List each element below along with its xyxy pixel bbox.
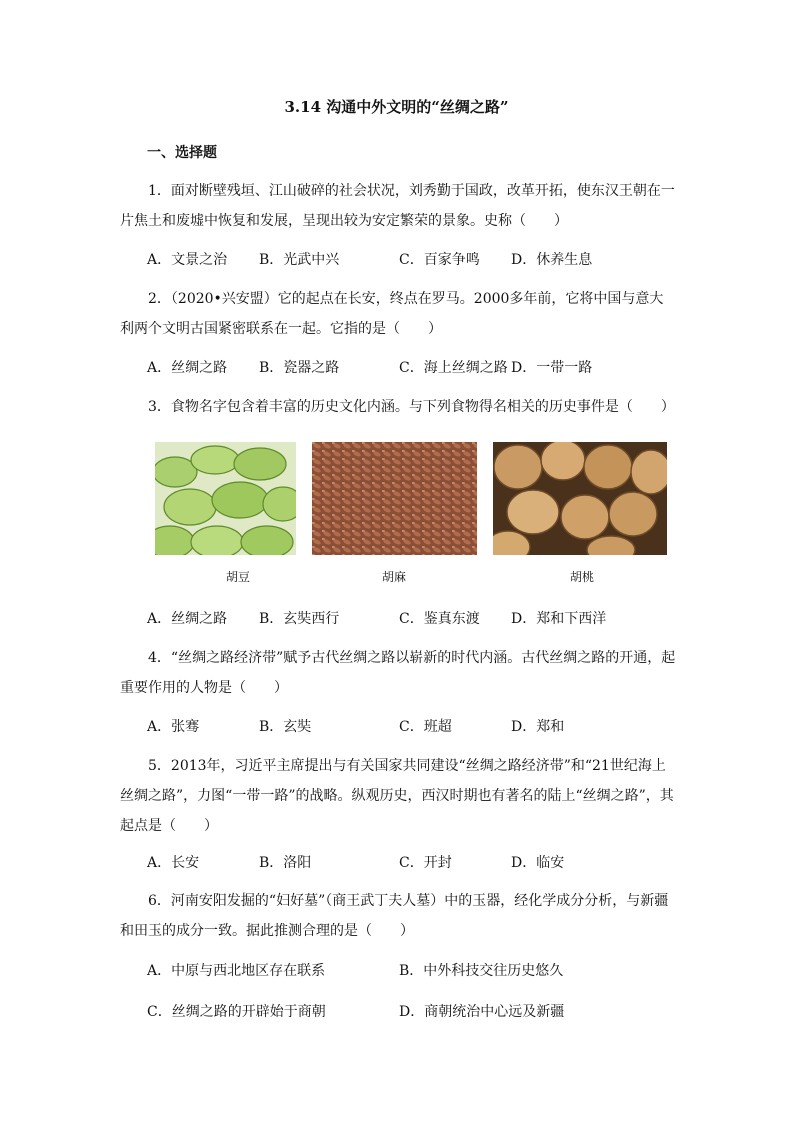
question-1 xyxy=(120,176,676,236)
option-c: C．班超 xyxy=(399,719,452,735)
option-c: C．海上丝绸之路 xyxy=(399,360,508,376)
option-d: D．休养生息 xyxy=(511,252,593,268)
option-a: A．中原与西北地区存在联系 xyxy=(147,963,326,979)
question-5 xyxy=(120,751,676,841)
option-d: D．商朝统治中心远及新疆 xyxy=(399,1004,565,1020)
question-stem: 5．2013年，习近平主席提出与有关国家共同建设“丝绸之路经济带”和“21世纪海上丝绸之路”，力图“一带一路”的战略。纵观历史，西汉时期也有著名的陆上“丝绸之路”，其起点是（ ） xyxy=(120,758,674,834)
option-b: B．中外科技交往历史悠久 xyxy=(399,963,564,979)
question-stem: 4．“丝绸之路经济带”赋予古代丝绸之路以崭新的时代内涵。古代丝绸之路的开通，起重要作用的人物是（ ） xyxy=(120,650,676,696)
question-2 xyxy=(120,284,676,344)
flax-seed-image xyxy=(312,442,477,555)
option-b: B．洛阳 xyxy=(259,855,312,871)
question-stem: 3．食物名字包含着丰富的历史文化内涵。与下列食物得名相关的历史事件是（ ） xyxy=(148,399,675,415)
question-stem: 6．河南安阳发掘的“妇好墓”（商王武丁夫人墓）中的玉器，经化学成分分析，与新疆和田玉的成分一致。据此推测合理的是（ ） xyxy=(120,893,669,939)
question-stem: 2．（2020•兴安盟）它的起点在长安，终点在罗马。2000多年前，它将中国与意大利两个文明古国紧密联系在一起。它指的是（ ） xyxy=(120,291,664,337)
option-d: D．一带一路 xyxy=(511,360,593,376)
option-c: C．百家争鸣 xyxy=(399,252,480,268)
section-heading: 一、选择题 xyxy=(147,145,217,161)
option-b: B．玄奘 xyxy=(259,719,312,735)
option-d: D．临安 xyxy=(511,855,565,871)
image-caption: 胡麻 xyxy=(381,570,406,584)
option-b: B．瓷器之路 xyxy=(259,360,340,376)
image-caption: 胡桃 xyxy=(569,570,594,584)
option-d: D．郑和 xyxy=(511,719,565,735)
option-a: A．文景之治 xyxy=(147,252,228,268)
option-a: A．丝绸之路 xyxy=(147,360,228,376)
option-a: A．张骞 xyxy=(147,719,200,735)
question-6 xyxy=(120,886,676,946)
question-stem: 1．面对断壁残垣、江山破碎的社会状况，刘秀勤于国政，改革开拓，使东汉王朝在一片焦土和废墟中恢复和发展，呈现出较为安定繁荣的景象。史称（ ） xyxy=(120,183,675,229)
option-a: A．长安 xyxy=(147,855,200,871)
question-4 xyxy=(120,643,676,703)
image-caption: 胡豆 xyxy=(225,570,250,584)
page-title: 3.14 沟通中外文明的“丝绸之路” xyxy=(284,98,509,116)
option-b: B．玄奘西行 xyxy=(259,611,340,627)
option-b: B．光武中兴 xyxy=(259,252,340,268)
broad-bean-image xyxy=(155,442,296,555)
option-c: C．开封 xyxy=(399,855,452,871)
question-3 xyxy=(120,392,676,422)
option-a: A．丝绸之路 xyxy=(147,611,228,627)
option-c: C．丝绸之路的开辟始于商朝 xyxy=(147,1004,326,1020)
walnut-image xyxy=(493,442,667,555)
option-d: D．郑和下西洋 xyxy=(511,611,607,627)
option-c: C．鉴真东渡 xyxy=(399,611,480,627)
